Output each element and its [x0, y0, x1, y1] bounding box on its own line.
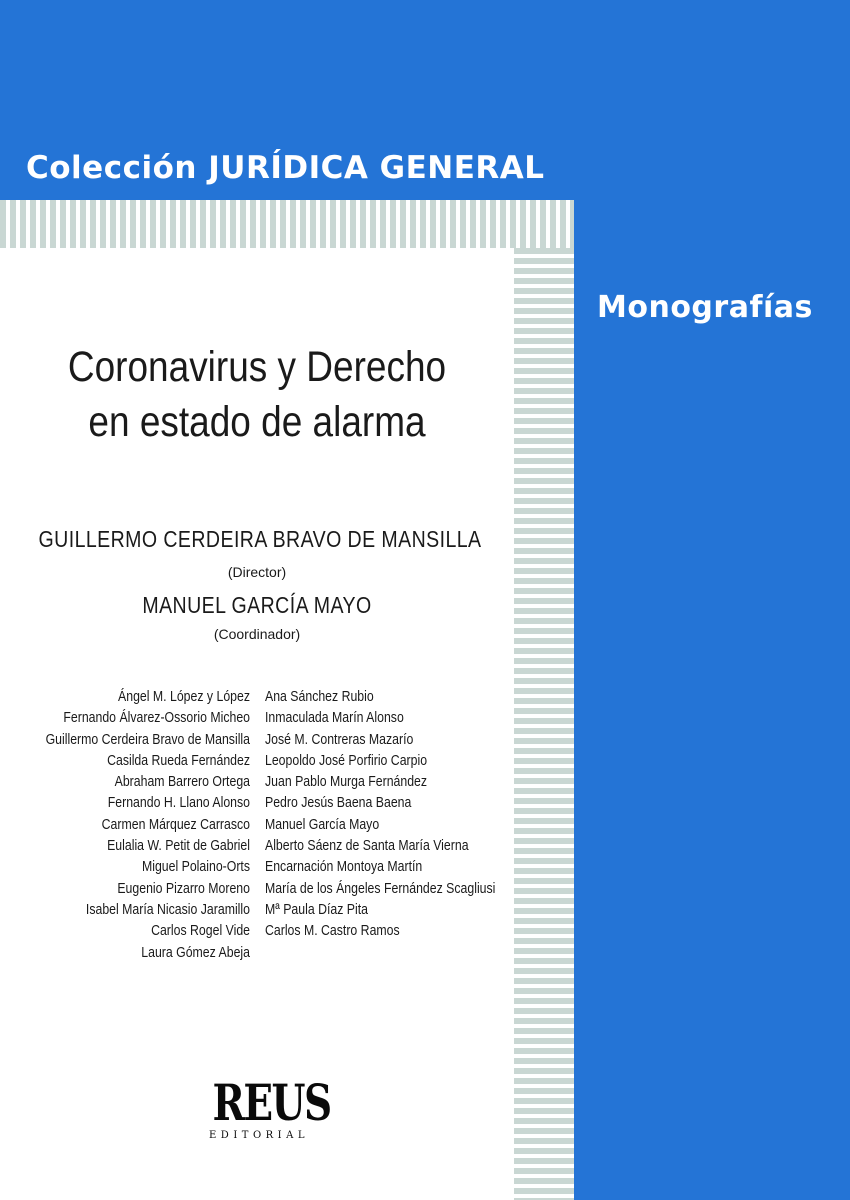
author-name: Ángel M. López y López — [118, 688, 250, 705]
author-name: Carlos Rogel Vide — [151, 922, 250, 940]
white-panel — [0, 200, 574, 1200]
decorative-stripes-top — [0, 200, 574, 248]
author-name: Alberto Sáenz de Santa María Vierna — [265, 837, 469, 855]
author-name: Mª Paula Díaz Pita — [265, 900, 368, 918]
author-name: Isabel María Nicasio Jaramillo — [85, 900, 250, 918]
author-name: Fernando H. Llano Alonso — [107, 794, 250, 812]
author-name: Juan Pablo Murga Fernández — [265, 773, 428, 791]
publisher-logo-name: REUS — [212, 1073, 331, 1132]
author-name: Carmen Márquez Carrasco — [101, 815, 250, 833]
publisher-logo — [200, 1073, 331, 1141]
publisher-logo-sub: EDITORIAL — [209, 1130, 309, 1141]
author-name: Pedro Jesús Baena Baena — [265, 794, 412, 812]
book-title-line2: en estado de alarma — [88, 398, 426, 446]
director-role: (Director) — [227, 564, 287, 580]
coordinator-name: MANUEL GARCÍA MAYO — [142, 592, 372, 618]
series-label: Monografías — [597, 290, 813, 325]
author-name: Ana Sánchez Rubio — [265, 688, 374, 705]
author-name: Manuel García Mayo — [265, 815, 380, 833]
author-name: María de los Ángeles Fernández Scagliusi — [265, 879, 496, 897]
author-name: Eugenio Pizarro Moreno — [117, 879, 250, 897]
author-name: Miguel Polaino-Orts — [141, 858, 250, 876]
author-name: Inmaculada Marín Alonso — [265, 709, 404, 727]
author-name: Encarnación Montoya Martín — [265, 858, 423, 876]
author-name: Casilda Rueda Fernández — [107, 751, 250, 769]
book-title-line1: Coronavirus y Derecho — [67, 343, 447, 391]
author-name: Abraham Barrero Ortega — [114, 773, 250, 791]
director-name: GUILLERMO CERDEIRA BRAVO DE MANSILLA — [38, 526, 482, 552]
book-title — [36, 340, 478, 450]
author-name: Laura Gómez Abeja — [141, 943, 250, 961]
author-name: Carlos M. Castro Ramos — [265, 922, 400, 940]
coordinator-role: (Coordinador) — [213, 626, 301, 642]
author-name: Leopoldo José Porfirio Carpio — [265, 751, 428, 769]
author-name: Fernando Álvarez-Ossorio Micheo — [63, 709, 250, 727]
author-name: Eulalia W. Petit de Gabriel — [107, 837, 250, 855]
authors-list-left — [0, 686, 250, 963]
author-name: José M. Contreras Mazarío — [265, 730, 414, 748]
collection-title: Colección JURÍDICA GENERAL — [26, 150, 545, 186]
author-name: Guillermo Cerdeira Bravo de Mansilla — [45, 730, 250, 748]
authors-list-right — [265, 686, 525, 942]
